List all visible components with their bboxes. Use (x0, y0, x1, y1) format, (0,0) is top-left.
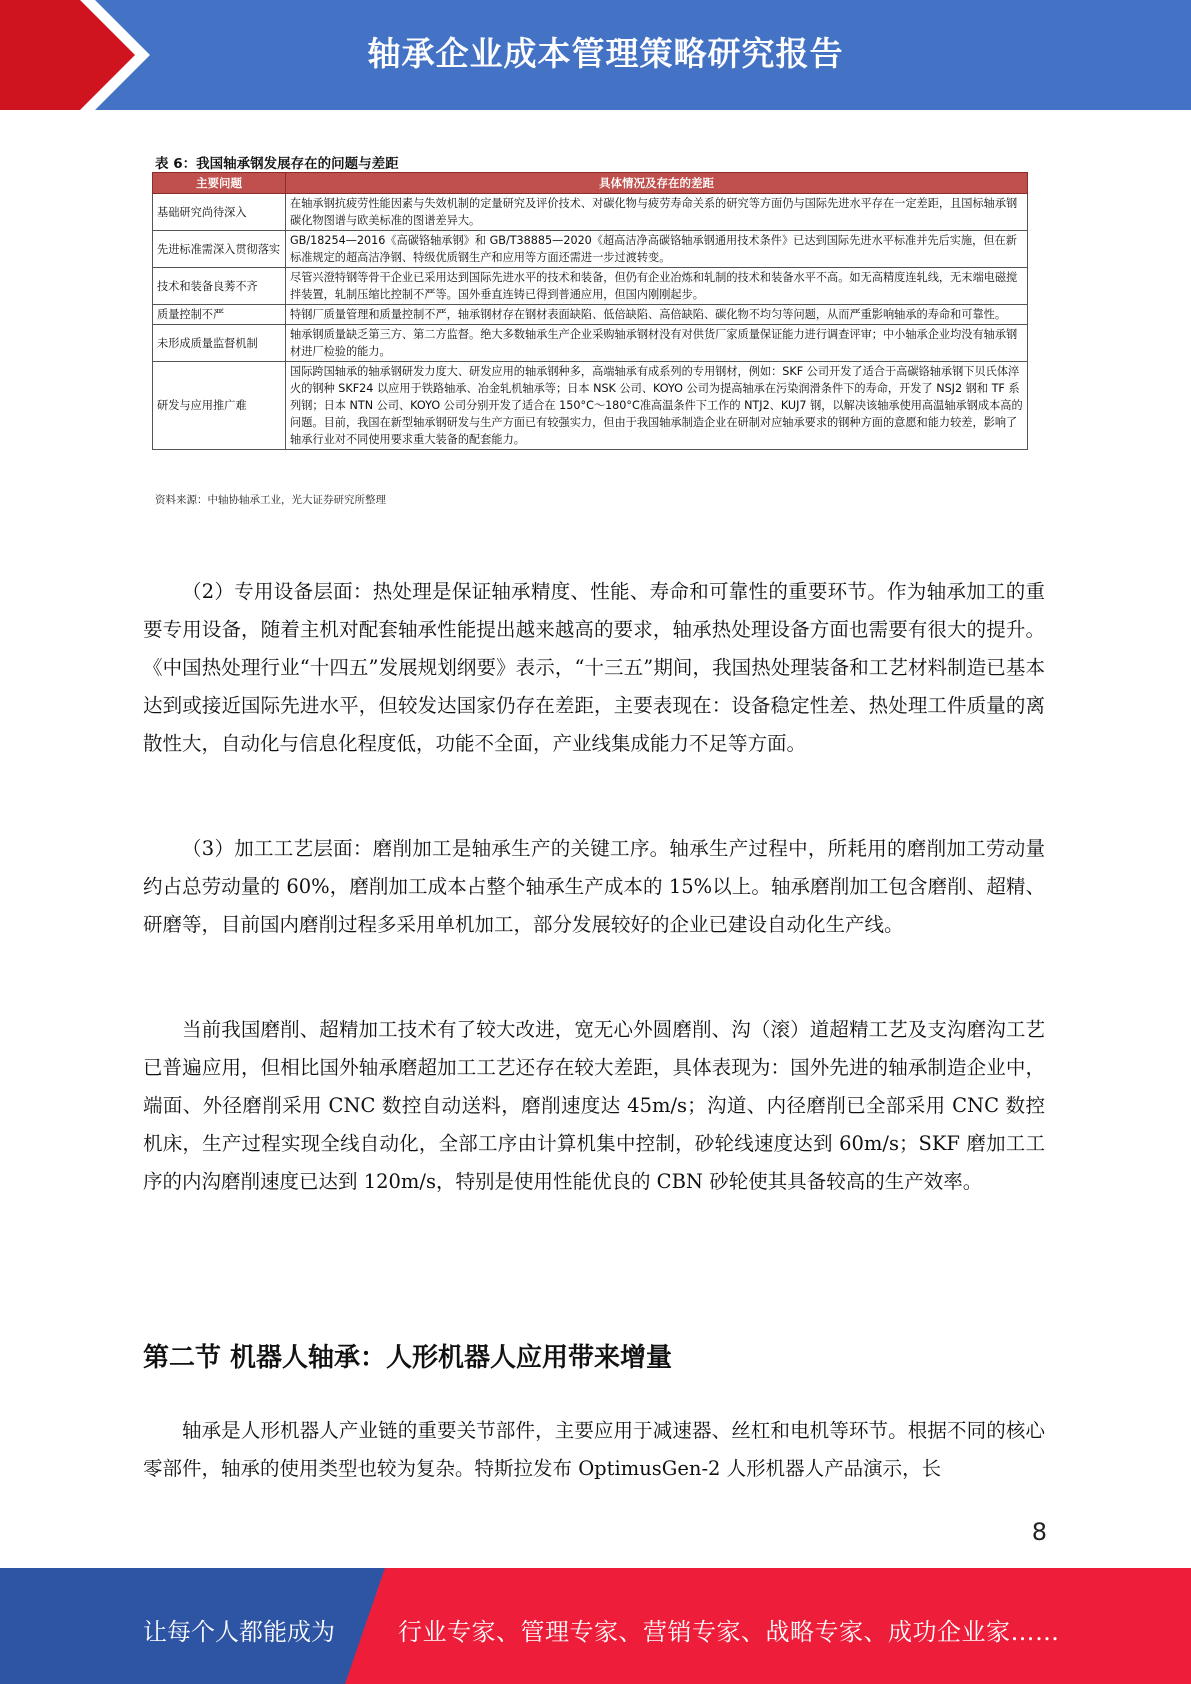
table-row (153, 305, 1028, 325)
table-row (153, 362, 1028, 450)
detail-cell: 国际跨国轴承的轴承钢研发力度大、研发应用的轴承钢种多，高端轴承有成系列的专用钢材，例如：SKF 公司开发了适合于高碳铬轴承钢下贝氏体淬火的钢种 SKF24 以应用于铁路轴承、冶金轧机轴承等；日本 NSK 公司、KOYO 公司为提高轴承在污染润滑条件下的寿命，开发了 NSJ2 钢和 TF 系列钢；日本 NTN 公司、KOYO 公司分别开发了适合在 150°C～180°C准高温条件下工作的 NTJ2、KUJ7 钢，以解决该轴承使用高温轴承钢成本高的问题。目前，我国在新型轴承钢研发与生产方面已有较强实力，但由于我国轴承制造企业在研制对应轴承要求的钢种方面的意愿和能力较差，影响了轴承行业对不同使用要求重大装备的配套能力。 (286, 362, 1028, 450)
issue-cell: 技术和装备良莠不齐 (153, 268, 286, 305)
page-footer (0, 1568, 1191, 1684)
page-header (0, 0, 1191, 110)
page-number: 8 (1031, 1518, 1047, 1546)
table-row (153, 268, 1028, 305)
paragraph-equipment: （2）专用设备层面：热处理是保证轴承精度、性能、寿命和可靠性的重要环节。作为轴承加工的重要专用设备，随着主机对配套轴承性能提出越来越高的要求，轴承热处理设备方面也需要有很大的提升。《中国热处理行业“十四五”发展规划纲要》表示，“十三五”期间，我国热处理装备和工艺材料制造已基本达到或接近国际先进水平，但较发达国家仍存在差距，主要表现在：设备稳定性差、热处理工件质量的离散性大，自动化与信息化程度低，功能不全面，产业线集成能力不足等方面。 (143, 580, 1045, 755)
paragraph-process: （3）加工工艺层面：磨削加工是轴承生产的关键工序。轴承生产过程中，所耗用的磨削加工劳动量约占总劳动量的 60%，磨削加工成本占整个轴承生产成本的 15%以上。轴承磨削加工包含磨削、超精、研磨等，目前国内磨削过程多采用单机加工，部分发展较好的企业已建设自动化生产线。 (143, 837, 1045, 936)
table-row (153, 231, 1028, 268)
issue-cell: 先进标准需深入贯彻落实 (153, 231, 286, 268)
detail-cell: GB/18254—2016《高碳铬轴承钢》和 GB/T38885—2020《超高洁净高碳铬轴承钢通用技术条件》已达到国际先进水平标准并先后实施，但在新标准规定的超高洁净钢、特级优质钢生产和应用等方面还需进一步过渡转变。 (286, 231, 1028, 268)
column-header-detail: 具体情况及存在的差距 (286, 173, 1028, 194)
issue-cell: 质量控制不严 (153, 305, 286, 325)
footer-slogan-left: 让每个人都能成为 (143, 1618, 335, 1646)
footer-slogan-right: 行业专家、管理专家、营销专家、战略专家、成功企业家…… (398, 1618, 1060, 1646)
issue-cell: 研发与应用推广难 (153, 362, 286, 450)
paragraph-grinding-gap: 当前我国磨削、超精加工技术有了较大改进，宽无心外圆磨削、沟（滚）道超精工艺及支沟磨沟工艺已普遍应用，但相比国外轴承磨超加工工艺还存在较大差距，具体表现为：国外先进的轴承制造企业中，端面、外径磨削采用 CNC 数控自动送料，磨削速度达 45m/s；沟道、内径磨削已全部采用 CNC 数控机床，生产过程实现全线自动化，全部工序由计算机集中控制，砂轮线速度达到 60m/s；SKF 磨加工工序的内沟磨削速度已达到 120m/s，特别是使用性能优良的 CBN 砂轮使其具备较高的生产效率。 (143, 1018, 1045, 1193)
section-heading: 第二节 机器人轴承：人形机器人应用带来增量 (143, 1343, 673, 1373)
issues-table (152, 172, 1028, 450)
detail-cell: 在轴承钢抗疲劳性能因素与失效机制的定量研究及评价技术、对碳化物与疲劳寿命关系的研究等方面仍与国际先进水平存在一定差距，且国标轴承钢碳化物图谱与欧美标准的图谱差异大。 (286, 194, 1028, 231)
issue-cell: 基础研究尚待深入 (153, 194, 286, 231)
issue-cell: 未形成质量监督机制 (153, 325, 286, 362)
table-row (153, 194, 1028, 231)
table-header-row (153, 173, 1028, 194)
table-source-note: 资料来源：中轴协轴承工业，光大证券研究所整理 (155, 494, 386, 506)
detail-cell: 特钢厂质量管理和质量控制不严，轴承钢材存在钢材表面缺陷、低倍缺陷、高倍缺陷、碳化物不均匀等问题，从而严重影响轴承的寿命和可靠性。 (286, 305, 1028, 325)
paragraph-robot-bearing: 轴承是人形机器人产业链的重要关节部件，主要应用于减速器、丝杠和电机等环节。根据不同的核心零部件，轴承的使用类型也较为复杂。特斯拉发布 OptimusGen-2 人形机器人产品演示，长 (143, 1419, 1045, 1480)
detail-cell: 轴承钢质量缺乏第三方、第二方监督。绝大多数轴承生产企业采购轴承钢材没有对供货厂家质量保证能力进行调查评审；中小轴承企业均没有轴承钢材进厂检验的能力。 (286, 325, 1028, 362)
table-row (153, 325, 1028, 362)
report-title: 轴承企业成本管理策略研究报告 (367, 34, 844, 73)
column-header-issue: 主要问题 (153, 173, 286, 194)
table-caption: 表 6：我国轴承钢发展存在的问题与差距 (155, 156, 399, 172)
detail-cell: 尽管兴澄特钢等骨干企业已采用达到国际先进水平的技术和装备，但仍有企业冶炼和轧制的技术和装备水平不高。如无高精度连轧线，无末端电磁搅拌装置，轧制压缩比控制不严等。国外垂直连铸已得到普通应用，但国内刚刚起步。 (286, 268, 1028, 305)
